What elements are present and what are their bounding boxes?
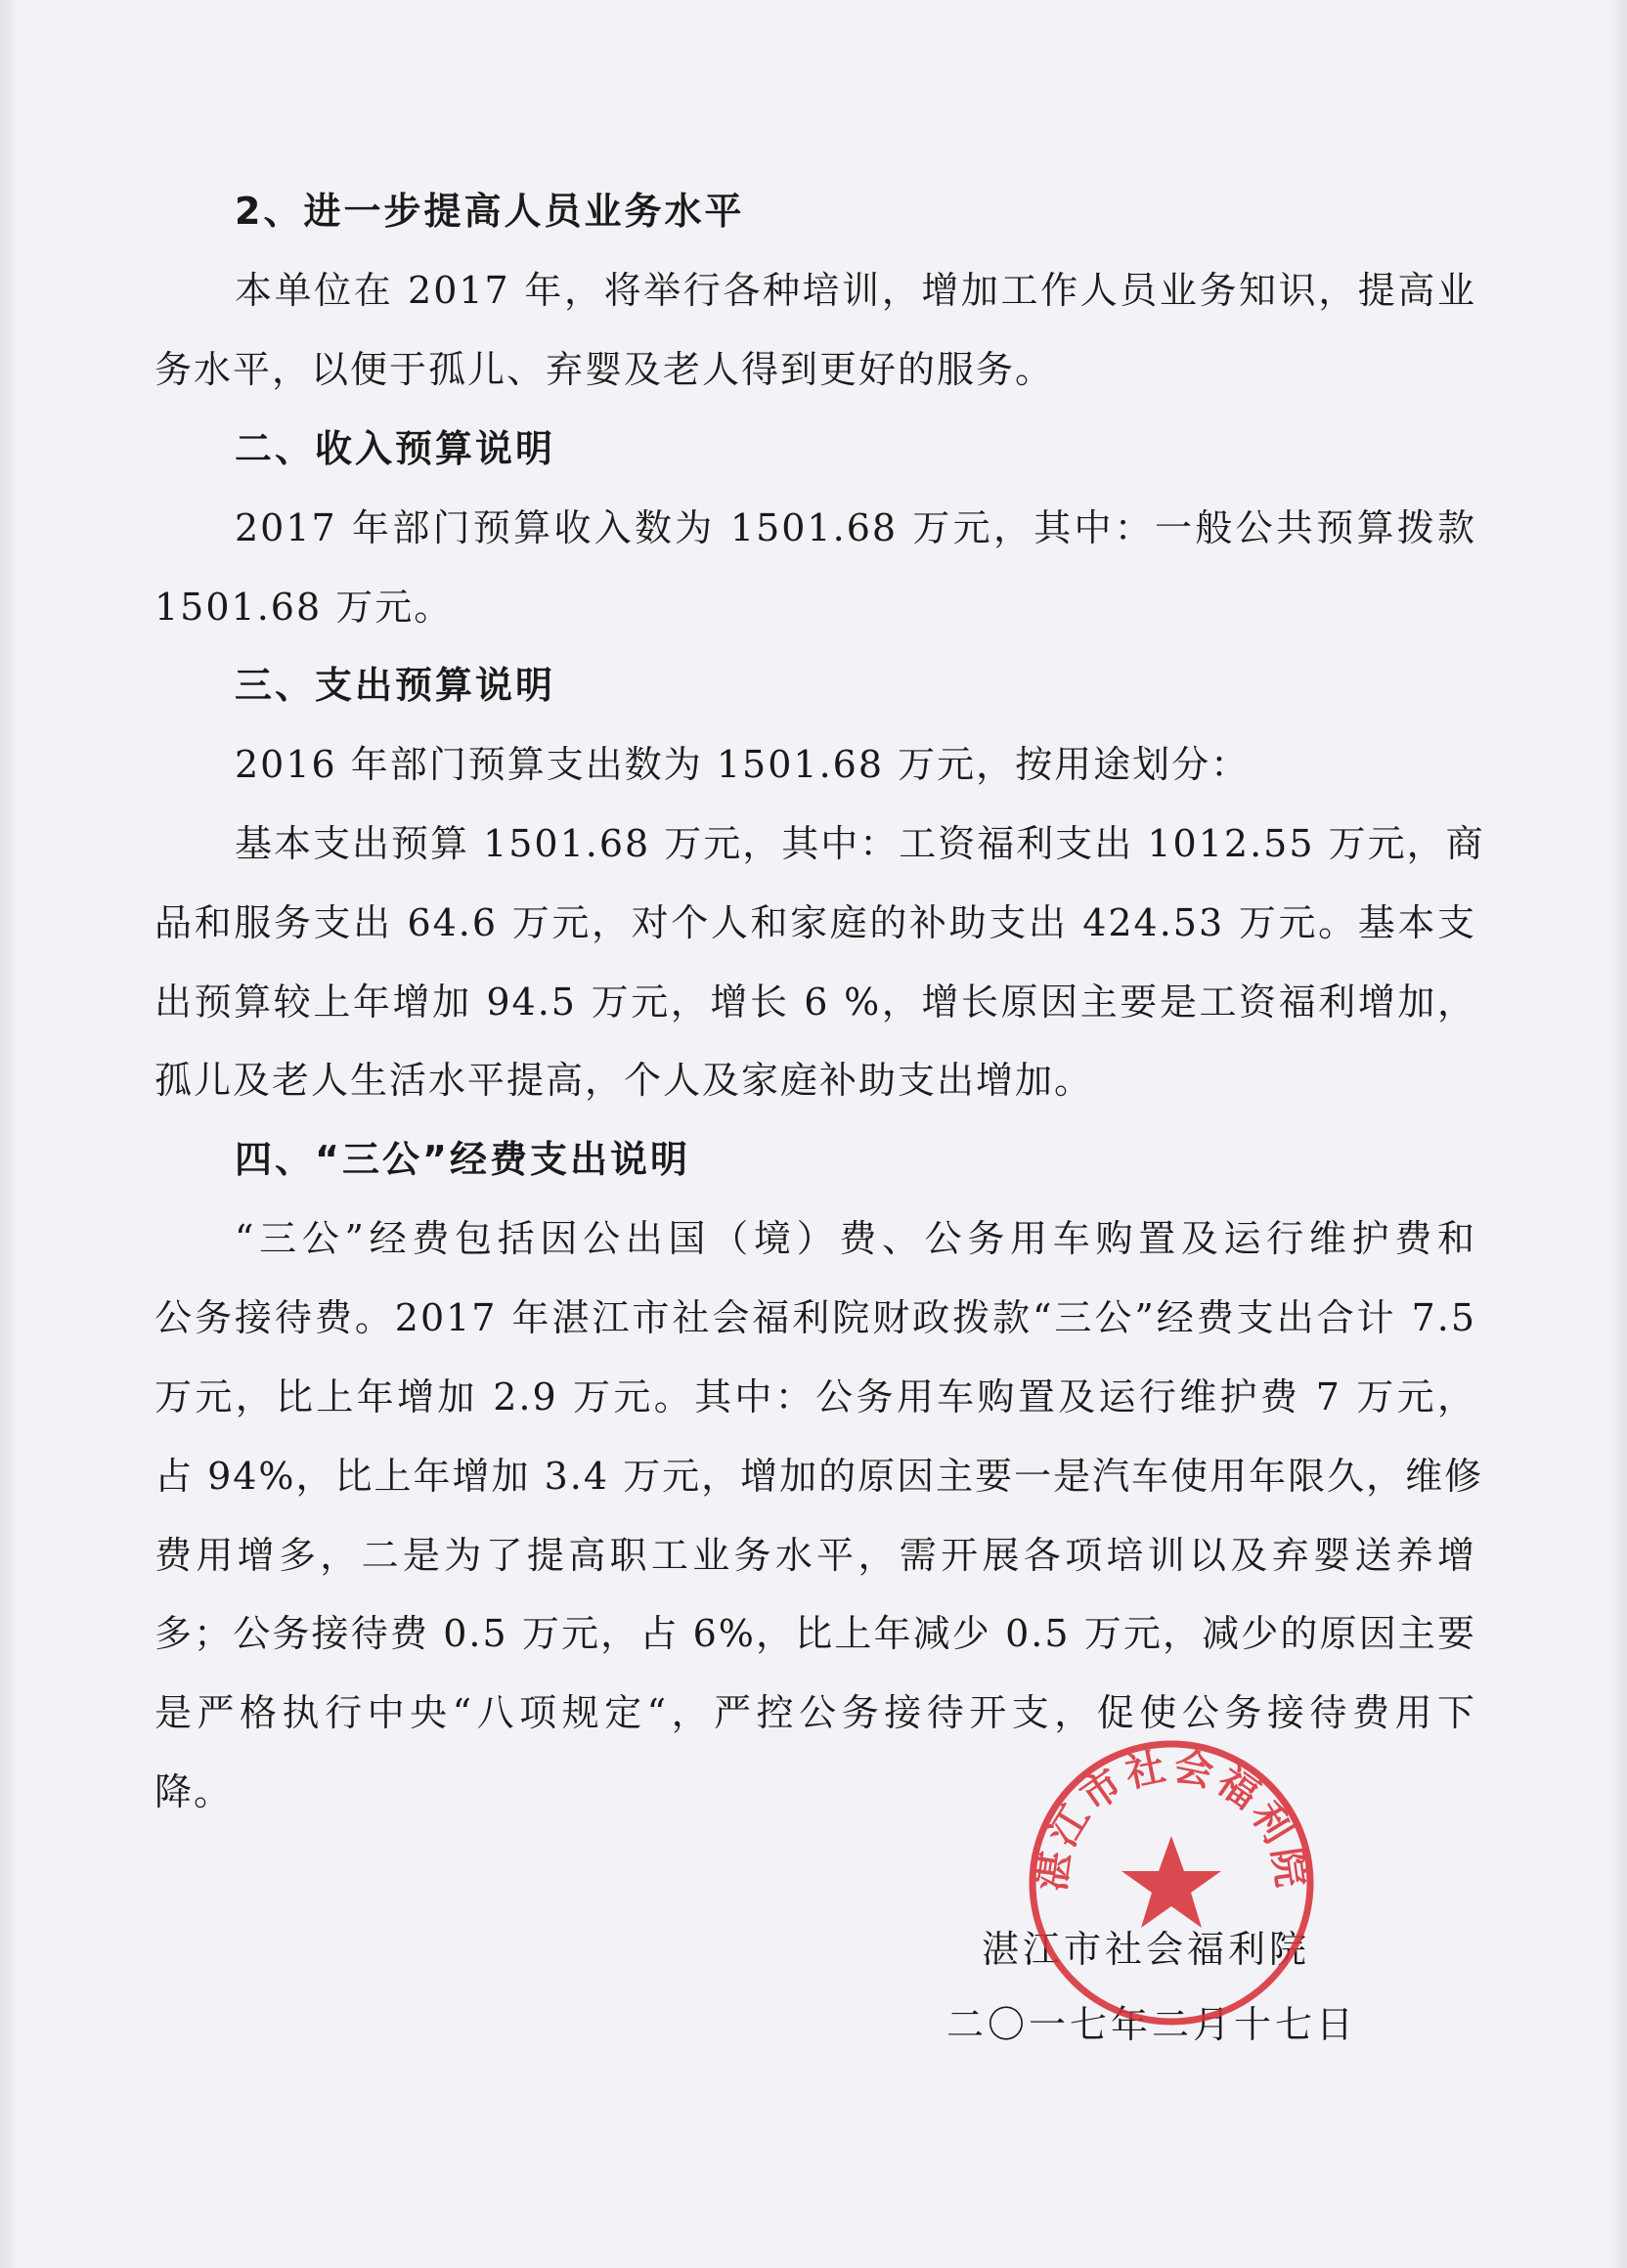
paragraph-line: 品和服务支出 64.6 万元，对个人和家庭的补助支出 424.53 万元。基本支 [154,901,1476,944]
paragraph-line: 费用增多，二是为了提高职工业务水平，需开展各项培训以及弃婴送养增 [154,1534,1476,1577]
paragraph-line: 是严格执行中央“八项规定“，严控公务接待开支，促使公务接待费用下 [154,1691,1476,1734]
scan-edge-right [1609,0,1627,2268]
paragraph-line: 多；公务接待费 0.5 万元，占 6%，比上年减少 0.5 万元，减少的原因主要 [154,1612,1476,1655]
section-heading-income: 二、收入预算说明 [235,427,556,470]
section-heading-three-public: 四、“三公”经费支出说明 [235,1138,690,1181]
paragraph-line: 2016 年部门预算支出数为 1501.68 万元，按用途划分： [235,743,1251,786]
paragraph-line: 务水平，以便于孤儿、弃婴及老人得到更好的服务。 [154,348,1055,391]
paragraph-line: 本单位在 2017 年，将举行各种培训，增加工作人员业务知识，提高业 [235,269,1476,312]
paragraph-line: 孤儿及老人生活水平提高，个人及家庭补助支出增加。 [154,1059,1094,1102]
paragraph-line: 万元，比上年增加 2.9 万元。其中：公务用车购置及运行维护费 7 万元， [154,1375,1476,1418]
official-seal [1025,1736,1318,2029]
paragraph-line: 出预算较上年增加 94.5 万元，增长 6 %，增长原因主要是工资福利增加， [154,981,1476,1024]
subsection-heading-2: 2、进一步提高人员业务水平 [235,190,745,233]
paragraph-line: 占 94%，比上年增加 3.4 万元，增加的原因主要一是汽车使用年限久，维修 [154,1455,1484,1498]
signature-date: 二〇一七年二月十七日 [946,2003,1358,2046]
paragraph-line: 公务接待费。2017 年湛江市社会福利院财政拨款“三公”经费支出合计 7.5 [154,1296,1476,1339]
paragraph-line: “三公”经费包括因公出国（境）费、公务用车购置及运行维护费和 [235,1217,1476,1260]
paragraph-line: 1501.68 万元。 [154,586,454,629]
section-heading-expenditure: 三、支出预算说明 [235,664,556,707]
seal-star-icon [1121,1836,1221,1928]
scan-edge-left [0,0,18,2268]
paragraph-line: 基本支出预算 1501.68 万元，其中：工资福利支出 1012.55 万元，商 [235,822,1485,865]
paragraph-line: 2017 年部门预算收入数为 1501.68 万元，其中：一般公共预算拨款 [235,506,1476,549]
paragraph-line: 降。 [154,1770,234,1813]
signature-organization: 湛江市社会福利院 [982,1928,1311,1971]
seal-text: 湛江市社会福利院 [1029,1743,1314,1895]
